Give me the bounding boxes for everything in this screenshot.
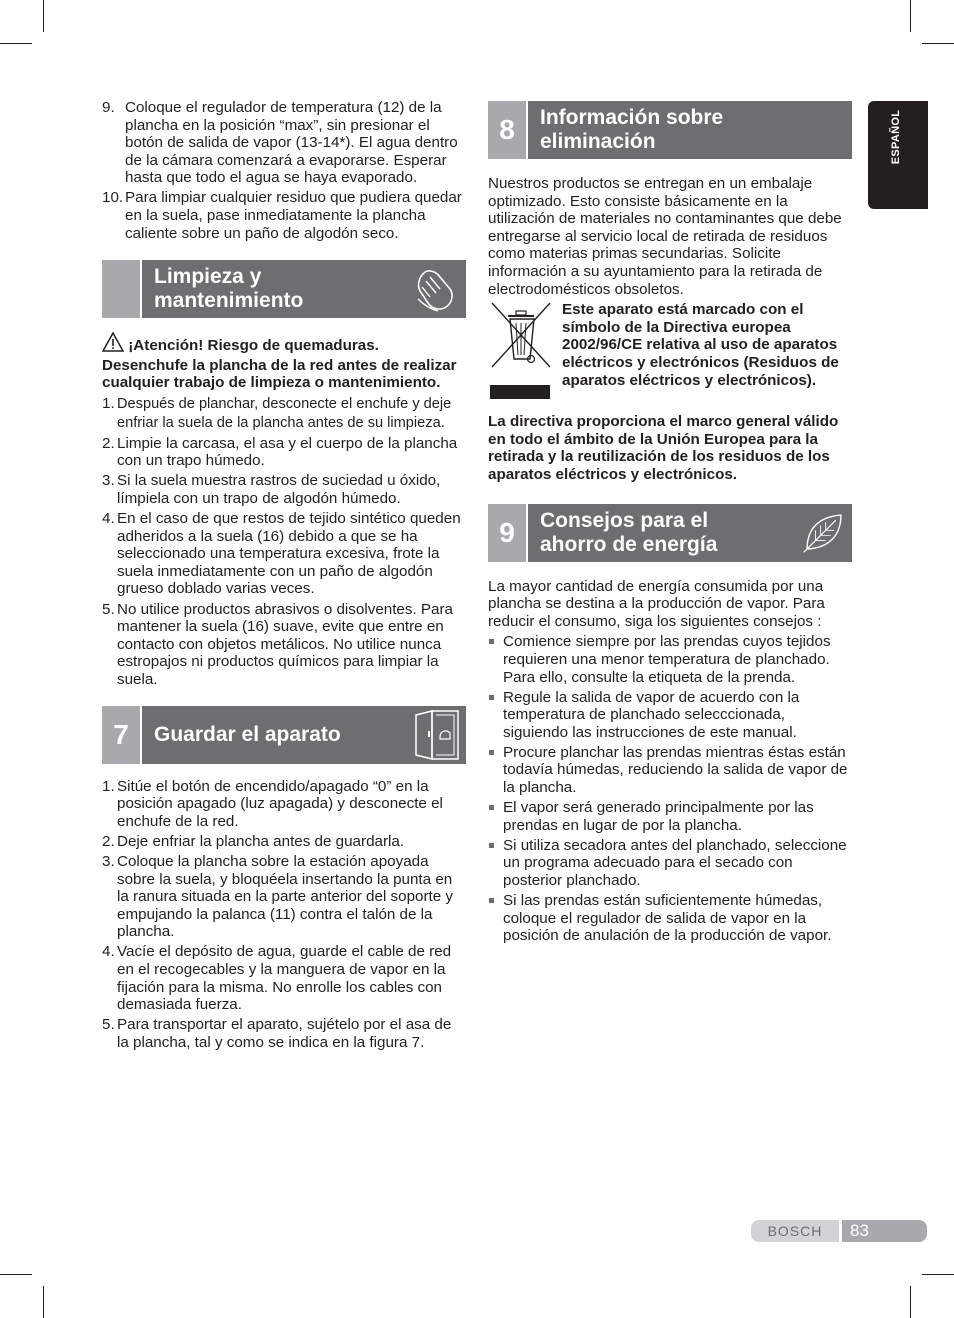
bullet-icon <box>489 695 494 700</box>
section-title: Consejos para el ahorro de energía <box>540 508 718 556</box>
bullet-icon <box>489 898 494 903</box>
section-number-box <box>102 260 140 318</box>
left-column <box>102 99 466 1054</box>
list-item: Procure planchar las prendas mientras éstas están todavía húmedas, reduciendo la salida de vapor de la plancha. <box>488 744 852 797</box>
section-header-disposal <box>488 101 852 159</box>
warning-text: Desenchufe la plancha de la red antes de realizar cualquier trabajo de limpieza o mantenimiento. <box>102 356 457 392</box>
list-item: 3. Coloque la plancha sobre la estación apoyada sobre la suela, y bloquéela insertando la punta en la ranura situada en la parte anterior del soporte y empujando la palanca (11) contra el talón de la plancha. <box>102 852 454 941</box>
list-item: 10. Para limpiar cualquier residuo que pudiera quedar en la suela, pase inmediatamente la plancha caliente sobre un paño de algodón seco. <box>102 189 462 242</box>
warning-title-line: ¡Atención! Riesgo de quemaduras. <box>102 332 466 355</box>
right-column <box>488 101 852 947</box>
footer-brand: BOSCH <box>751 1220 839 1242</box>
list-item: 4. Vacíe el depósito de agua, guarde el cable de red en el recogecables y la manguera de vapor en la fijación para la misma. No enrolle los cables con demasiada fuerza. <box>102 943 452 1014</box>
section-header-energy <box>488 504 852 562</box>
list-item: El vapor será generado principalmente por las prendas en lugar de por la plancha. <box>488 799 852 834</box>
warning-triangle-icon <box>102 332 124 352</box>
list-item: Comience siempre por las prendas cuyos tejidos requieren una menor temperatura de planchado. Para ello, consulte la etiqueta de la prenda. <box>488 633 852 686</box>
list-item: 1. Sitúe el botón de encendido/apagado “0” en la posición apagado (luz apagada) y desconecte el enchufe de la red. <box>102 777 443 830</box>
section-title: Limpieza y mantenimiento <box>154 265 304 313</box>
weee-text: Este aparato está marcado con el símbolo de la Directiva europea 2002/96/CE relativa al uso de aparatos eléctricos y electrónicos (Residuos de aparatos eléctricos y electrónicos). <box>562 301 839 389</box>
crossed-bin-icon <box>488 301 554 411</box>
list-item: 2. Deje enfriar la plancha antes de guardarla. <box>102 832 405 850</box>
section-number: 7 <box>102 706 140 764</box>
list-item: Si utiliza secadora antes del planchado, seleccione un programa adecuado para el secado con posterior planchado. <box>488 837 852 890</box>
bullet-icon <box>489 750 494 755</box>
crop-mark <box>43 1286 44 1318</box>
weee-block <box>488 301 852 411</box>
language-tab-label: ESPAÑOL <box>890 109 902 165</box>
language-tab <box>868 101 928 209</box>
crop-mark <box>43 0 44 32</box>
list-item: 4. En el caso de que restos de tejido sintético queden adheridos a la suela (16) debido a que se ha seleccionado una temperatura excesiva, frote la suela inmediatamente con un paño de algodón grueso doblado varias veces. <box>102 510 461 598</box>
energy-tips <box>488 633 852 945</box>
section-number: 8 <box>488 101 526 159</box>
bullet-icon <box>489 843 494 848</box>
storage-steps <box>102 778 466 1052</box>
directive-text: La directiva proporciona el marco general válido en todo el ámbito de la Unión Europea para la retirada y la reutilización de los residuos de los aparatos eléctricos y electrónicos. <box>488 413 839 483</box>
list-item: 5. No utilice productos abrasivos o disolventes. Para mantener la suela (16) suave, evite que entre en contacto con objetos metálicos. No utilice nunca estropajos ni productos químicos para limpiar la suela. <box>102 600 453 688</box>
crop-mark <box>910 0 911 32</box>
energy-intro: La mayor cantidad de energía consumida por una plancha se destina a la producción de vapor. Para reducir el consumo, siga los siguientes consejos : <box>488 577 825 630</box>
disposal-intro: Nuestros productos se entregan en un embalaje optimizado. Esto consiste básicamente en la utilización de materiales no contaminantes que debe entregarse al servicio local de retirada de residuos como materias primas secundarias. Solicite información a su ayuntamiento para la retirada de electrodomésticos obsoletos. <box>488 175 842 298</box>
list-item: 1. Después de planchar, desconecte el enchufe y deje enfriar la suela de la plancha antes de su limpieza. <box>102 395 452 431</box>
section-number: 9 <box>488 504 526 562</box>
section-header-cleaning <box>102 260 466 318</box>
list-item: 5. Para transportar el aparato, sujételo por el asa de la plancha, tal y como se indica en la figura 7. <box>102 1016 452 1051</box>
crop-mark <box>922 43 954 44</box>
crop-mark <box>922 1274 954 1275</box>
crop-mark <box>910 1286 911 1318</box>
leaf-icon <box>802 510 846 554</box>
crop-mark <box>0 1274 32 1275</box>
list-item: Si las prendas están suficientemente húmedas, coloque el regulador de salida de vapor en la posición de anulación de la producción de vapor. <box>488 892 852 945</box>
list-item: Regule la salida de vapor de acuerdo con la temperatura de planchado selecccionada, siguiendo las instrucciones de este manual. <box>488 689 852 742</box>
cleaning-steps <box>102 395 466 689</box>
crop-mark <box>0 43 32 44</box>
list-item: 3. Si la suela muestra rastros de suciedad u óxido, límpiela con un trapo de algodón húmedo. <box>102 472 441 507</box>
weee-symbol <box>488 301 554 411</box>
page-number: 83 <box>842 1220 927 1242</box>
warning-block <box>102 332 466 392</box>
section-header-storage <box>102 706 466 764</box>
intro-steps <box>102 99 466 242</box>
bullet-icon <box>489 805 494 810</box>
bullet-icon <box>489 639 494 644</box>
storage-cabinet-icon <box>410 709 462 761</box>
list-item: 9. Coloque el regulador de temperatura (12) de la plancha en la posición “max”, sin presionar el botón de salida de vapor (13-14*). El agua dentro de la cámara comenzará a evaporarse. Esperar hasta que todo el agua se haya evaporado. <box>102 99 458 187</box>
section-title: Información sobre eliminación <box>540 106 724 153</box>
section-title: Guardar el aparato <box>154 722 341 746</box>
list-item: 2. Limpie la carcasa, el asa y el cuerpo de la plancha con un trapo húmedo. <box>102 434 458 470</box>
cleaning-hand-icon <box>410 263 462 315</box>
